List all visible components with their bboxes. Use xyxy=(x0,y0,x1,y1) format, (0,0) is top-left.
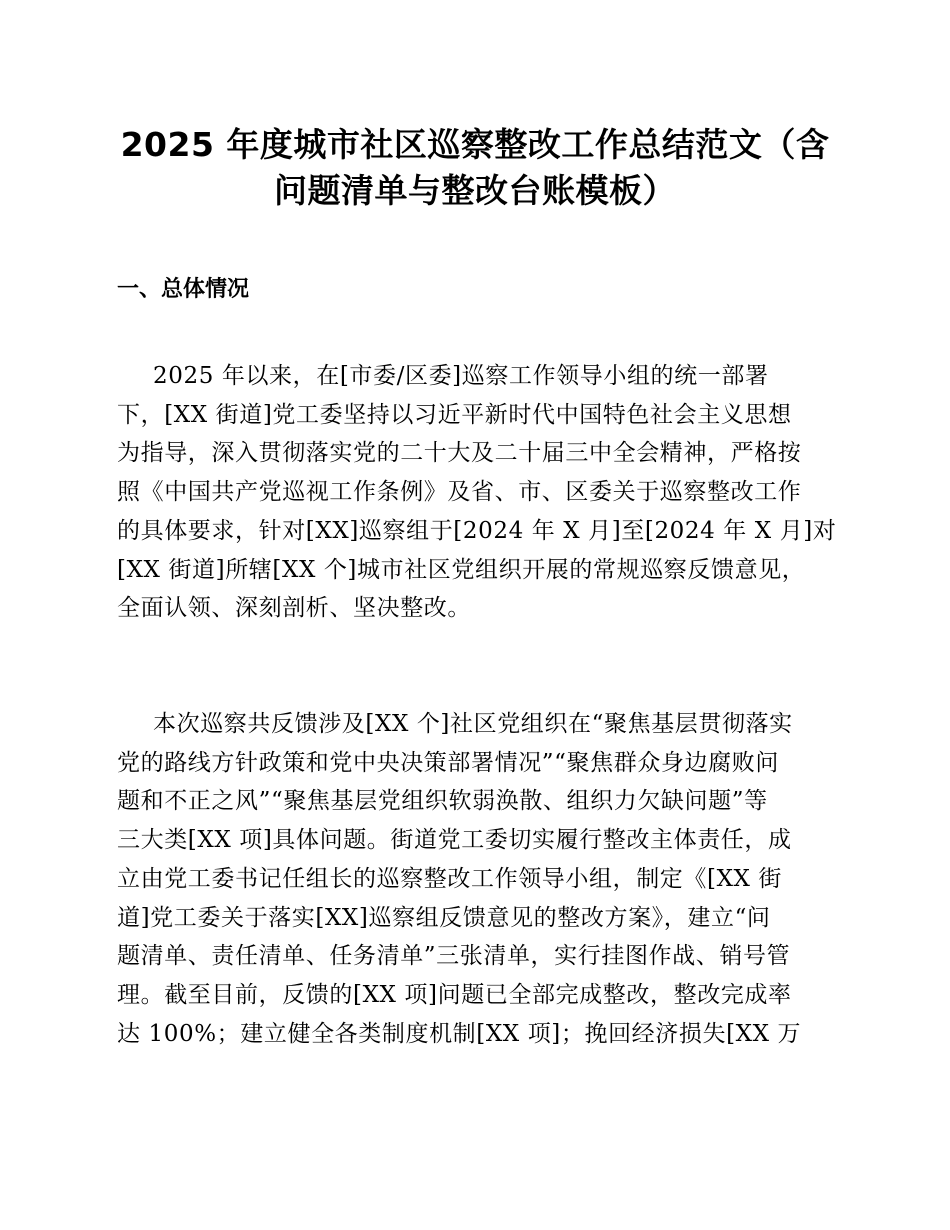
paragraph-line: [XX 街道]所辖[XX 个]城市社区党组织开展的常规巡察反馈意见， xyxy=(117,556,806,583)
title-line: 问题清单与整改台账模板） xyxy=(274,171,676,210)
paragraph-line: 题和不正之风”“聚焦基层党组织软弱涣散、组织力欠缺问题”等 xyxy=(117,788,768,815)
paragraph-line: 照《中国共产党巡视工作条例》及省、市、区委关于巡察整改工作 xyxy=(117,479,802,506)
paragraph-line: 理。截至目前，反馈的[XX 项]问题已全部完成整改，整改完成率 xyxy=(117,981,792,1008)
paragraph-line: 本次巡察共反馈涉及[XX 个]社区党组织在“聚焦基层贯彻落实 xyxy=(153,711,793,737)
paragraph-line: 立由党工委书记任组长的巡察整改工作领导小组，制定《[XX 街 xyxy=(117,865,783,892)
paragraph-line: 全面认领、深刻剖析、坚决整改。 xyxy=(117,595,471,622)
section-heading: 一、总体情况 xyxy=(117,277,250,302)
paragraph-line: 为指导，深入贯彻落实党的二十大及二十届三中全会精神，严格按 xyxy=(117,440,802,467)
document-title xyxy=(100,122,850,214)
paragraph-feedback xyxy=(117,705,837,1053)
paragraph-line: 的具体要求，针对[XX]巡察组于[2024 年 X 月]至[2024 年 X 月]对 xyxy=(117,517,837,544)
paragraph-overview xyxy=(117,357,837,628)
title-line: 2025 年度城市社区巡察整改工作总结范文（含 xyxy=(120,125,830,164)
paragraph-line: 三大类[XX 项]具体问题。街道党工委切实履行整改主体责任，成 xyxy=(117,827,792,854)
paragraph-line: 党的路线方针政策和党中央决策部署情况”“聚焦群众身边腐败问 xyxy=(117,749,779,776)
paragraph-line: 达 100%；建立健全各类制度机制[XX 项]；挽回经济损失[XX 万 xyxy=(117,1020,802,1047)
paragraph-line: 道]党工委关于落实[XX]巡察组反馈意见的整改方案》，建立“问 xyxy=(117,904,771,931)
paragraph-line: 2025 年以来，在[市委/区委]巡察工作领导小组的统一部署 xyxy=(153,363,769,389)
paragraph-line: 题清单、责任清单、任务清单”三张清单，实行挂图作战、销号管 xyxy=(117,943,791,970)
paragraph-line: 下，[XX 街道]党工委坚持以习近平新时代中国特色社会主义思想 xyxy=(117,401,792,428)
